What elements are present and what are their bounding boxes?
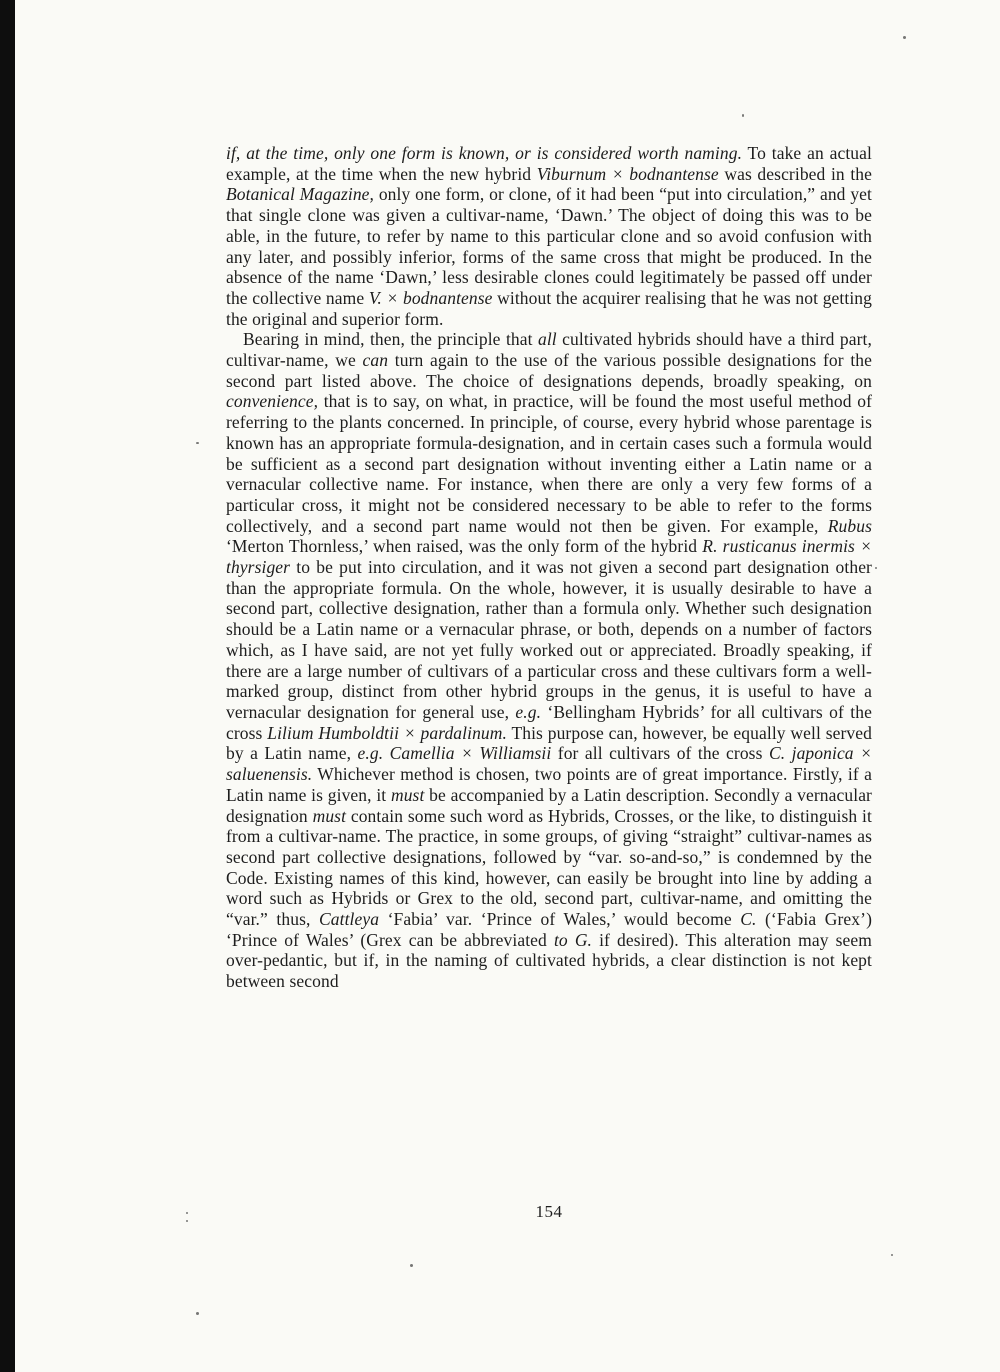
italic-text-run: Rubus xyxy=(827,515,872,536)
scan-speck xyxy=(196,1312,199,1315)
scan-speck xyxy=(186,1220,188,1222)
italic-text-run: V. × bodnantense xyxy=(368,287,493,308)
scan-speck xyxy=(410,1264,413,1267)
text-run: if desired). This alteration may seem over-pedantic, but if, in the naming of cultivated hybrids, a clear distinction is not kept between second xyxy=(226,929,873,992)
text-run: be accompanied by a Latin description. Secondly a vernacular designation xyxy=(226,784,872,826)
italic-text-run: if, at the time, only one form is known, or is considered worth naming. xyxy=(226,143,743,163)
paragraph xyxy=(226,143,872,329)
text-run: for all cultivars of the cross xyxy=(551,743,769,764)
text-run: To take an actual example, at the time when the new hybrid xyxy=(226,143,872,184)
text-run: ‘Bellingham Hybrids’ for all cultivars of the cross xyxy=(226,701,872,743)
text-run: (‘Fabia Grex’) ‘Prince of Wales’ (Grex can be abbreviated xyxy=(226,909,872,950)
italic-text-run: Cattleya xyxy=(318,909,380,930)
italic-text-run: Botanical Magazine, xyxy=(226,184,375,205)
text-run: without the acquirer realising that he was not getting the original and superior form. xyxy=(226,287,872,329)
italic-text-run: must xyxy=(390,784,425,805)
text-run: This purpose can, however, be equally well served by a Latin name, xyxy=(226,722,872,764)
paragraph xyxy=(226,329,872,992)
text-run: was described in the xyxy=(718,163,873,184)
italic-text-run: Lilium Humboldtii × pardalinum. xyxy=(267,722,507,743)
scan-speck xyxy=(196,442,199,444)
text-run: contain some such word as Hybrids, Crosses, or the like, to distinguish it from a cultivar-name. The practice, in some groups, of giving “straight” cultivar-names as second part collective designations, followed by “var. so-and-so,” is condemned by the Code. Existing names of this kind, however, can easily be brought into line by adding a word such as Hybrids or Grex to the old, second part, cultivar-name, and omitting the “var.” thus, xyxy=(226,805,872,930)
text-run: Bearing in mind, then, the principle that xyxy=(243,329,538,350)
italic-text-run: all xyxy=(538,329,557,350)
scan-speck xyxy=(186,1212,188,1214)
italic-text-run: to G. xyxy=(553,929,593,950)
italic-text-run: Viburnum × bodnantense xyxy=(536,163,719,184)
text-run: ‘Merton Thornless,’ when raised, was the only form of the hybrid xyxy=(226,536,703,557)
italic-text-run: can xyxy=(362,350,389,371)
italic-text-run: convenience, xyxy=(226,391,319,412)
text-run: turn again to the use of the various possible designations for the second part listed above. The choice of designations depends, broadly speaking, on xyxy=(226,350,873,391)
text-run: only one form, or clone, of it had been “put into circulation,” and yet that single clone was given a cultivar-name, ‘Dawn.’ The object of doing this was to be able, in the future, to refer by name to this particular clone and so avoid confusion with any later, and possibly inferior, forms of the same cross that might be produced. In the absence of the name ‘Dawn,’ less desirable clones could legitimately be passed off under the collective name xyxy=(226,184,872,308)
page-number: 154 xyxy=(535,1202,563,1221)
italic-text-run: e.g. Camellia × Williamsii xyxy=(357,743,552,764)
scan-speck xyxy=(891,1254,893,1256)
scan-speck xyxy=(875,567,877,569)
text-run: ‘Fabia’ var. ‘Prince of Wales,’ would become xyxy=(379,909,741,930)
scan-edge-artifact xyxy=(0,0,15,1372)
text-run: to be put into circulation, and it was not given a second part designation other than the appropriate formula. On the whole, however, it is usually desirable to have a second part, collective designation, rather than a formula only. Whether such designation should be a Latin name or a vernacular phrase, or both, depends on a number of factors which, as I have said, are not yet fully worked out or appreciated. Broadly speaking, if there are a large number of cultivars of a particular cross and these cultivars form a well-marked group, distinct from other hybrid groups in the genus, it is useful to have a vernacular designation for general use, xyxy=(226,557,872,722)
text-run: Whichever method is chosen, two points are of great importance. Firstly, if a Latin name is given, it xyxy=(226,764,872,805)
italic-text-run: must xyxy=(312,805,347,826)
italic-text-run: C. japonica × saluenensis. xyxy=(226,743,872,785)
italic-text-run: R. rusticanus inermis × thyrsiger xyxy=(226,536,872,578)
page-text xyxy=(226,143,872,992)
italic-text-run: e.g. xyxy=(515,701,542,722)
scan-speck xyxy=(903,36,906,39)
text-run: that is to say, on what, in practice, will be found the most useful method of referring to the plants concerned. In principle, of course, every hybrid whose parentage is known has an appropriate formula-designation, and in certain cases such a formula would be sufficient as a second part designation without inventing either a Latin name or a vernacular collective name. For instance, when there are only a very few forms of a particular cross, it might not be considered necessary to be able to refer to the forms collectively, and a second part name would not then be given. For example, xyxy=(226,391,872,536)
text-run: cultivated hybrids should have a third part, cultivar-name, we xyxy=(226,329,872,371)
scan-speck xyxy=(742,114,744,117)
italic-text-run: C. xyxy=(740,909,757,930)
